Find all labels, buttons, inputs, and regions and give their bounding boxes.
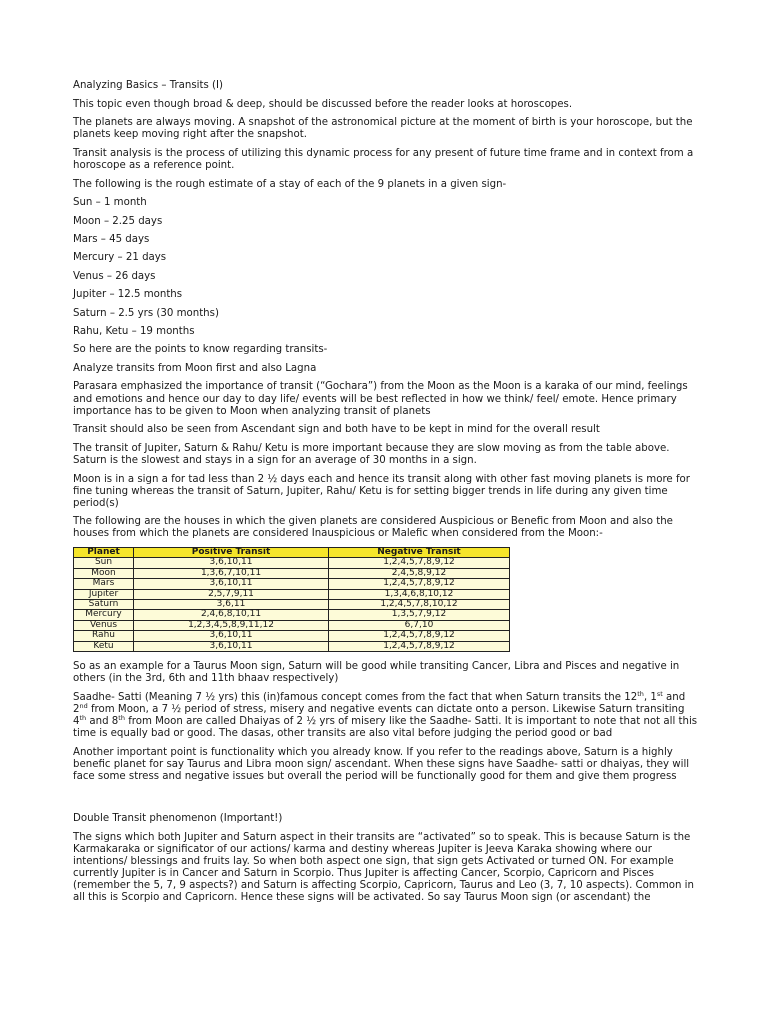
stay-line: Mercury – 21 days [73,252,167,264]
positive-cell: 1,2,3,4,5,8,9,11,12 [134,620,329,630]
planet-cell: Saturn [74,600,134,610]
positive-cell: 3,6,10,11 [134,579,329,589]
column-header-positive: Positive Transit [134,548,329,558]
points-paragraph: The following are the houses in which the given planets are considered Auspicious or Benefic from Moon and also the houses from which the planets are considered Inauspicious or Malefic when considered from the Moon:- [73,516,673,540]
example-paragraph: So as an example for a Taurus Moon sign, Saturn will be good while transiting Cancer, Libra and Pisces and negative in others (in the 3rd, 6th and 11th bhaav respectively) [73,661,680,685]
stay-line: Saturn – 2.5 yrs (30 months) [73,307,219,319]
intro-paragraph: The planets are always moving. A snapshot of the astronomical picture at the moment of birth is your horoscope, but the planets keep moving right after the snapshot. [73,117,693,141]
table-header-row [74,548,510,558]
saadhe-satti-paragraph [73,689,698,740]
superscript: th [637,689,644,698]
negative-cell: 1,2,4,5,7,8,9,12 [329,631,510,641]
text-run: , 1 [643,691,657,703]
functionality-paragraph: Another important point is functionality which you already know. If you refer to the readings above, Saturn is a highly benefic planet for say Taurus and Libra moon sign/ ascendant. When these signs have Saadhe- satti or dhaiyas, they will face some stress and negative issues but overall the period will be functionally good for them and give them progress [73,746,690,782]
table-row [74,641,510,651]
intro-paragraph: Transit analysis is the process of utilizing this dynamic process for any present of future time frame and in context from a horoscope as a reference point. [73,147,694,171]
section-heading: Double Transit phenomenon (Important!) [73,813,283,825]
planet-cell: Ketu [74,641,134,651]
superscript: st [656,689,663,698]
planet-cell: Rahu [74,631,134,641]
negative-cell: 1,2,4,5,7,8,9,12 [329,579,510,589]
table-row [74,600,510,610]
positive-cell: 3,6,10,11 [134,558,329,568]
document-body [73,80,698,911]
stay-line: Jupiter – 12.5 months [73,289,183,301]
negative-cell: 1,3,5,7,9,12 [329,610,510,620]
stay-line: Moon – 2.25 days [73,215,163,227]
page-title: Analyzing Basics – Transits (I) [73,80,223,91]
text-run: Saadhe- Satti (Meaning 7 ½ yrs) this (in)famous concept comes from the fact that when Saturn transits the 12 [73,691,638,703]
column-header-planet: Planet [74,548,134,558]
planet-cell: Moon [74,568,134,578]
table-row [74,579,510,589]
table-row [74,589,510,599]
planet-cell: Venus [74,620,134,630]
points-paragraph: Moon is in a sign a for tad less than 2 ½ days each and hence its transit along with other fast moving planets is more for fine tuning whereas the transit of Saturn, Jupiter, Rahu/ Ketu is for setting bigger trends in life during any given time period(s) [73,473,690,509]
points-paragraph: Parasara emphasized the importance of transit (“Gochara”) from the Moon as the Moon is a karaka of our mind, feelings and emotions and hence our day to day life/ events will be best reflected in how we think/ feel/ emote. Hence primary importance has to be given to Moon when analyzing transit of planets [73,381,688,417]
points-paragraph: Analyze transits from Moon first and also Lagna [73,362,317,374]
text-run: and 2 [73,691,686,715]
positive-cell: 3,6,11 [134,600,329,610]
table-row [74,568,510,578]
negative-cell: 1,3,4,6,8,10,12 [329,589,510,599]
superscript: th [118,713,125,722]
planet-cell: Mars [74,579,134,589]
negative-cell: 1,2,4,5,7,8,9,12 [329,558,510,568]
intro-paragraph: This topic even though broad & deep, should be discussed before the reader looks at horoscopes. [73,98,573,110]
points-paragraph: So here are the points to know regarding transits- [73,344,328,356]
double-transit-paragraph: The signs which both Jupiter and Saturn aspect in their transits are “activated” so to speak. This is because Saturn is the Karmakaraka or significator of our actions/ karma and destiny whereas Jupiter is Jeeva Karaka showing where our intentions/ blessings and fruits lay. So when both aspect one sign, that sign gets Activated or turned ON. For example currently Jupiter is in Cancer and Saturn in Scorpio. Thus Jupiter is affecting Cancer, Scorpio, Capricorn and Pisces (remember the 5, 7, 9 aspects?) and Saturn is affecting Scorpio, Capricorn, Taurus and Leo (3, 7, 10 aspects). Common in all this is Scorpio and Capricorn. Hence these signs will be activated. So say Taurus Moon sign (or ascendant) the [73,832,694,904]
superscript: th [79,713,87,722]
transit-table [73,547,510,652]
stay-line: Sun – 1 month [73,197,147,209]
positive-cell: 2,4,6,8,10,11 [134,610,329,620]
points-paragraph: Transit should also be seen from Ascendant sign and both have to be kept in mind for the overall result [73,424,600,436]
table-row [74,610,510,620]
negative-cell: 1,2,4,5,7,8,10,12 [329,600,510,610]
stay-line: Mars – 45 days [73,233,150,245]
positive-cell: 3,6,10,11 [134,631,329,641]
text-run: from Moon, a 7 ½ period of stress, misery and negative events can dictate onto a person. Likewise Saturn transiting 4 [73,703,685,727]
column-header-negative: Negative Transit [329,548,510,558]
negative-cell: 1,2,4,5,7,8,9,12 [329,641,510,651]
positive-cell: 3,6,10,11 [134,641,329,651]
positive-cell: 1,3,6,7,10,11 [134,568,329,578]
stay-line: Rahu, Ketu – 19 months [73,325,195,337]
negative-cell: 2,4,5,8,9,12 [329,568,510,578]
intro-paragraph: The following is the rough estimate of a stay of each of the 9 planets in a given sign- [73,178,507,190]
negative-cell: 6,7,10 [329,620,510,630]
text-run: and 8 [86,715,119,727]
points-paragraph: The transit of Jupiter, Saturn & Rahu/ Ketu is more important because they are slow moving as from the table above. Saturn is the slowest and stays in a sign for an average of 30 months in a sign. [73,442,670,466]
positive-cell: 2,5,7,9,11 [134,589,329,599]
table-row [74,620,510,630]
superscript: nd [79,701,88,710]
text-run: from Moon are called Dhaiyas of 2 ½ yrs of misery like the Saadhe- Satti. It is important to note that not all this time is equally bad or good. The dasas, other transits are also vital before judging the period good or bad [73,715,698,740]
planet-cell: Sun [74,558,134,568]
stay-line: Venus – 26 days [73,270,156,282]
spacer [73,789,698,813]
planet-cell: Mercury [74,610,134,620]
table-row [74,631,510,641]
table-row [74,558,510,568]
planet-cell: Jupiter [74,589,134,599]
